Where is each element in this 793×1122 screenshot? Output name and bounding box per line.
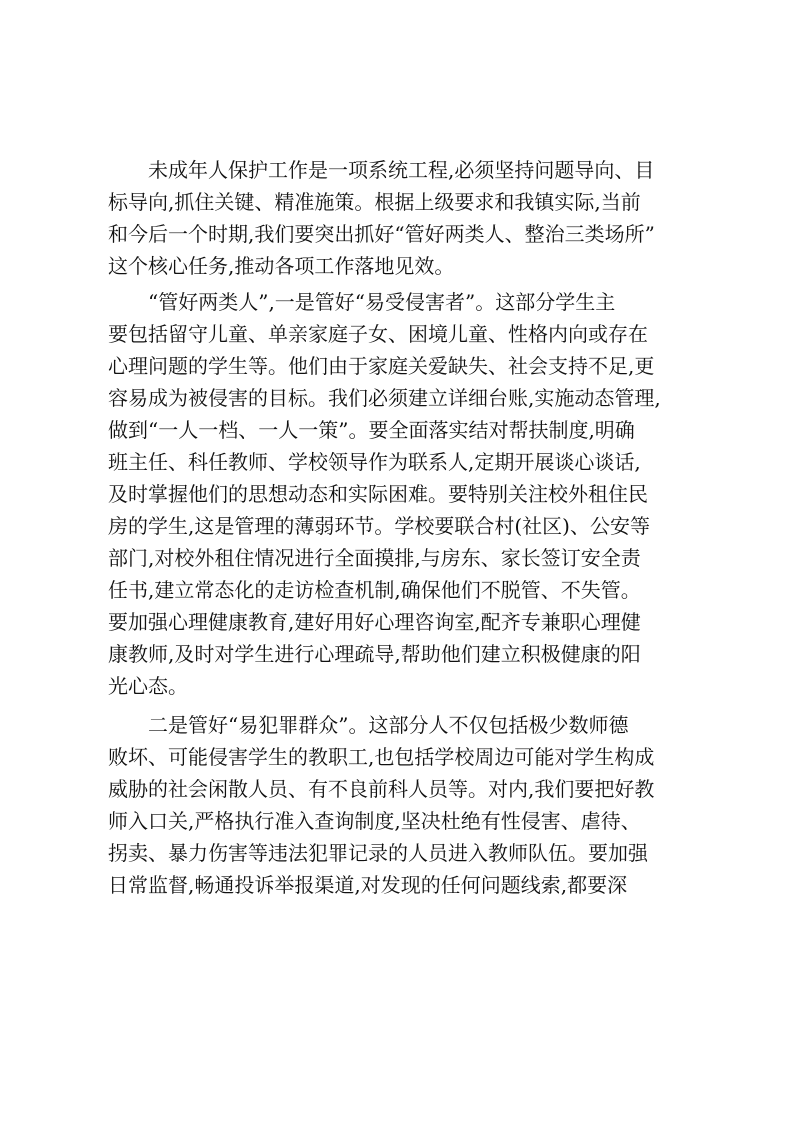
text-line: 班主任、科任教师、学校领导作为联系人,定期开展谈心谈话, [108,450,641,474]
text-line: 心理问题的学生等。他们由于家庭关爱缺失、社会支持不足,更 [108,354,655,378]
text-line: 这个核心任务,推动各项工作落地见效。 [108,254,455,278]
text-line: 拐卖、暴力伤害等违法犯罪记录的人员进入教师队伍。要加强 [108,841,648,865]
text-line: 败坏、可能侵害学生的教职工,也包括学校周边可能对学生构成 [108,745,655,769]
text-line: 要包括留守儿童、单亲家庭子女、困境儿童、性格内向或存在 [108,322,648,346]
paragraph-potential-offenders [108,709,688,901]
text-line: 标导向,抓住关键、精准施策。根据上级要求和我镇实际,当前 [108,190,641,214]
text-line: 和今后一个时期,我们要突出抓好“管好两类人、整治三类场所” [108,222,655,246]
paragraph-intro [108,154,688,282]
text-line: 做到“一人一档、一人一策”。要全面落实结对帮扶制度,明确 [108,418,635,442]
text-line: 日常监督,畅通投诉举报渠道,对发现的任何问题线索,都要深 [108,873,628,897]
paragraph-vulnerable-students [108,286,688,702]
text-line: 未成年人保护工作是一项系统工程,必须坚持问题导向、目 [148,158,655,182]
text-line: 师入口关,严格执行准入查询制度,坚决杜绝有性侵害、虐待、 [108,809,641,833]
document-body [108,154,688,901]
text-line: 要加强心理健康教育,建好用好心理咨询室,配齐专兼职心理健 [108,610,641,634]
text-line: 房的学生,这是管理的薄弱环节。学校要联合村(社区)、公安等 [108,514,650,538]
text-line: “管好两类人”,一是管好“易受侵害者”。这部分学生主 [148,290,616,314]
text-line: 威胁的社会闲散人员、有不良前科人员等。对内,我们要把好教 [108,777,655,801]
text-line: 康教师,及时对学生进行心理疏导,帮助他们建立积极健康的阳 [108,642,641,666]
text-line: 及时掌握他们的思想动态和实际困难。要特别关注校外租住民 [108,482,648,506]
text-line: 部门,对校外租住情况进行全面摸排,与房东、家长签订安全责 [108,546,641,570]
text-line: 容易成为被侵害的目标。我们必须建立详细台账,实施动态管理, [108,386,661,410]
text-line: 光心态。 [108,674,188,698]
text-line: 任书,建立常态化的走访检查机制,确保他们不脱管、不失管。 [108,578,641,602]
text-line: 二是管好“易犯罪群众”。这部分人不仅包括极少数师德 [148,713,629,737]
